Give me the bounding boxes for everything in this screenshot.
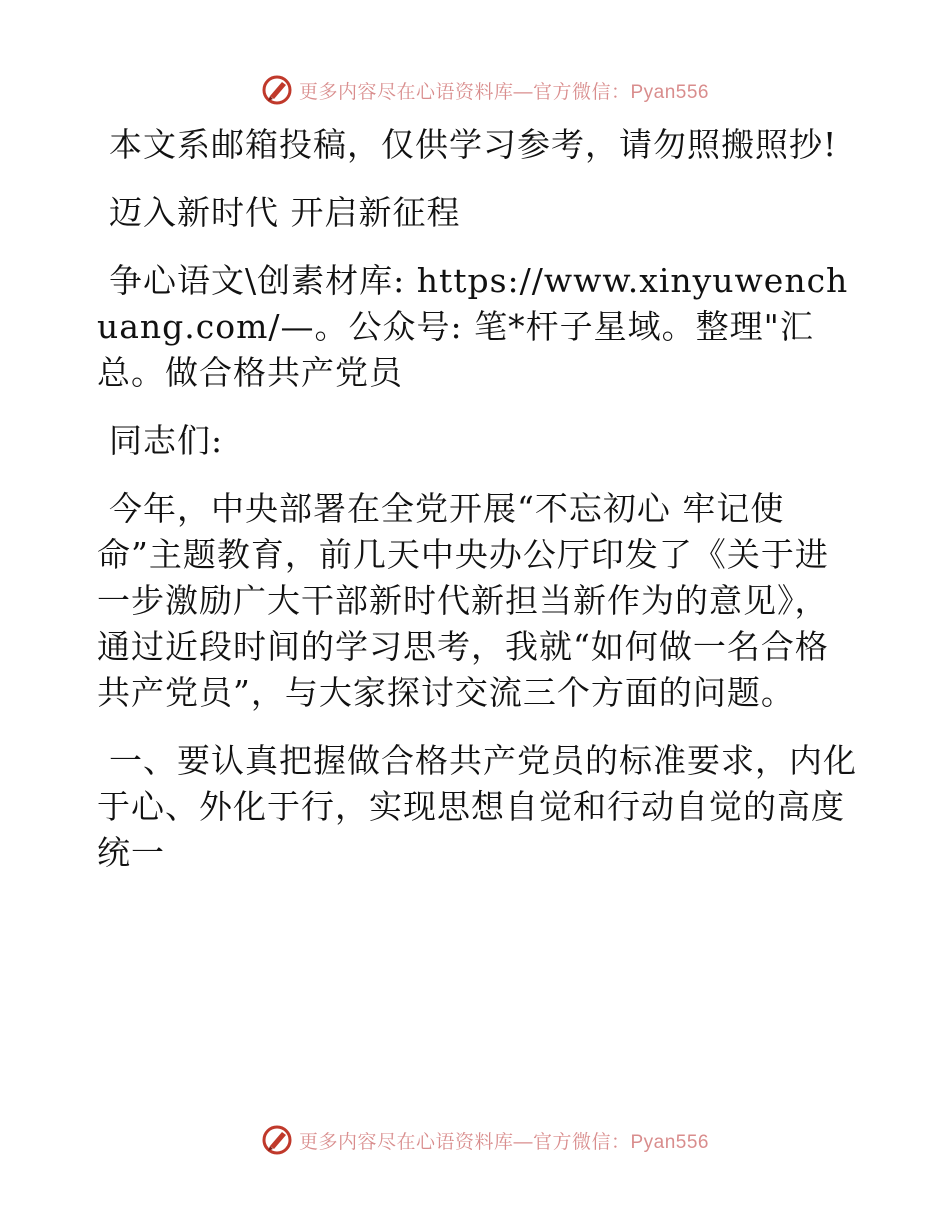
page-header-watermark <box>0 72 950 108</box>
page-footer-watermark <box>0 1122 950 1158</box>
paragraph-section-one-heading: 一、要认真把握做合格共产党员的标准要求，内化于心、外化于行，实现思想自觉和行动自觉的高度统一 <box>97 741 857 872</box>
watermark-group <box>261 74 709 106</box>
paragraph-salutation: 同志们: <box>109 421 224 460</box>
paragraph-disclaimer: 本文系邮箱投稿，仅供学习参考，请勿照搬照抄! <box>109 125 838 164</box>
paragraph-title: 迈入新时代 开启新征程 <box>109 193 461 232</box>
pen-nib-logo-icon <box>261 74 293 106</box>
watermark-group <box>261 1124 709 1156</box>
paragraph-source: 争心语文\创素材库: https://www.xinyuwenchuang.com/—。公众号: 笔*杆子星域。整理"汇总。做合格共产党员 <box>97 261 849 392</box>
document-body <box>97 122 857 898</box>
pen-nib-logo-icon <box>261 1124 293 1156</box>
paragraph-intro: 今年，中央部署在全党开展“不忘初心 牢记使命”主题教育，前几天中央办公厅印发了《关于进一步激励广大干部新时代新担当新作为的意见》，通过近段时间的学习思考，我就“如何做一名合格共产党员”，与大家探讨交流三个方面的问题。 <box>97 489 829 712</box>
watermark-text: 更多内容尽在心语资料库—官方微信：Pyan556 <box>298 1131 709 1153</box>
watermark-text: 更多内容尽在心语资料库—官方微信：Pyan556 <box>298 81 709 103</box>
